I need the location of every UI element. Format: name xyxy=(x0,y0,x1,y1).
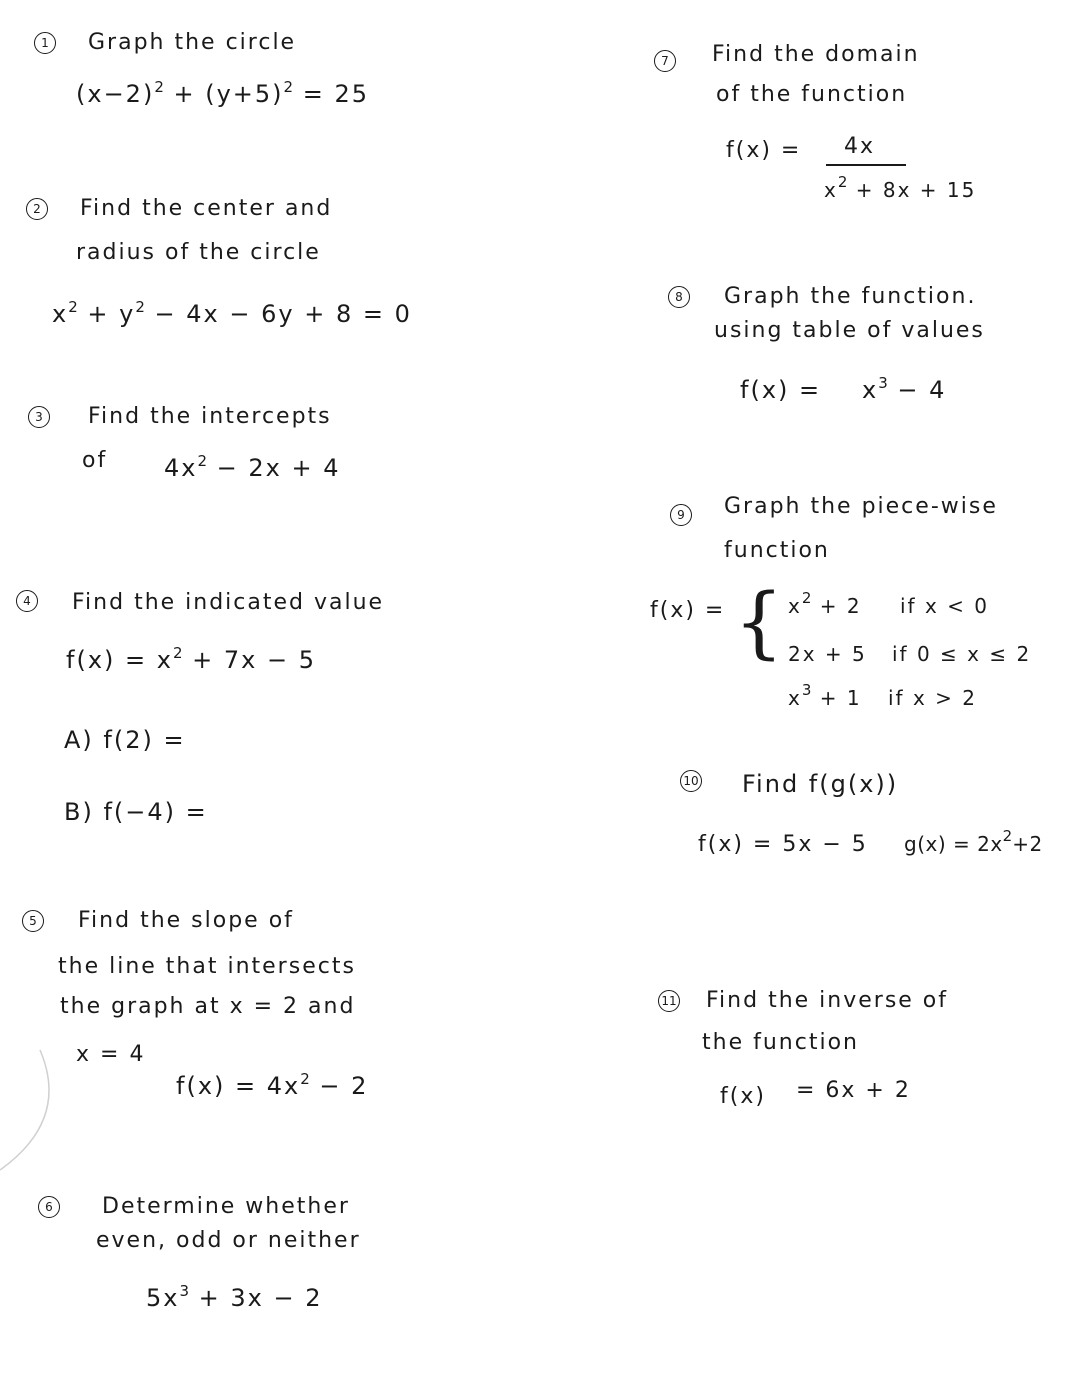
problem-number: 1 xyxy=(34,32,56,54)
piece-expr: $x^2 + 2$ xyxy=(788,589,862,618)
problem-text: function xyxy=(724,538,830,563)
problem-text: the function xyxy=(702,1030,859,1055)
equation-lhs: f(x) = xyxy=(650,598,726,623)
problem-text: Graph the piece-wise xyxy=(724,494,998,519)
problem-number: 7 xyxy=(654,50,676,72)
equation-lhs: f(x) = xyxy=(740,376,822,404)
equation-f: f(x) = 5x − 5 xyxy=(698,832,868,857)
brace: { xyxy=(734,578,784,668)
problem-number: 4 xyxy=(16,590,38,612)
piece-expr: $x^3 + 1$ xyxy=(788,681,862,710)
equation: $f(x) = x^2 + 7x - 5$ xyxy=(66,644,316,674)
equation: $f(x) = 4x^2 - 2$ xyxy=(176,1070,369,1100)
equation-g: $g(x) = 2x^2+2$ xyxy=(904,827,1043,856)
problem-text: radius of the circle xyxy=(76,240,321,265)
equation: $(x-2)^2 + (y+5)^2 = 25$ xyxy=(76,78,370,108)
problem-number: 9 xyxy=(670,504,692,526)
equation: $x^2 + y^2 - 4x - 6y + 8 = 0$ xyxy=(52,298,412,328)
problem-text: Graph the function. xyxy=(724,284,977,309)
problem-text: Find f(g(x)) xyxy=(742,770,899,798)
problem-text: Find the intercepts xyxy=(88,404,332,429)
problem-number: 5 xyxy=(22,910,44,932)
equation: $5x^3 + 3x - 2$ xyxy=(146,1282,323,1312)
fraction-bar xyxy=(826,164,906,166)
problem-text: of the function xyxy=(716,82,908,107)
problem-number: 2 xyxy=(26,198,48,220)
piece-cond: if 0 ≤ x ≤ 2 xyxy=(892,642,1032,666)
problem-text: Find the indicated value xyxy=(72,590,385,615)
problem-number: 3 xyxy=(28,406,50,428)
piece-cond: if x > 2 xyxy=(888,686,977,710)
problem-number: 6 xyxy=(38,1196,60,1218)
problem-number: 11 xyxy=(658,990,680,1012)
problem-text: of xyxy=(82,448,108,473)
piece-cond: if x < 0 xyxy=(900,594,989,618)
equation: $4x^2 - 2x + 4$ xyxy=(164,452,341,482)
problem-number: 8 xyxy=(668,286,690,308)
part-b: B) f(−4) = xyxy=(64,798,208,826)
problem-text: the graph at x = 2 and xyxy=(60,994,356,1019)
problem-text: Find the slope of xyxy=(78,908,294,933)
fraction-denominator: $x^2 + 8x + 15$ xyxy=(824,173,977,202)
fraction-numerator: 4x xyxy=(844,134,876,159)
problem-text: Find the inverse of xyxy=(706,988,949,1013)
piece-expr: 2x + 5 xyxy=(788,642,867,666)
part-a: A) f(2) = xyxy=(64,726,186,754)
problem-text: even, odd or neither xyxy=(96,1228,361,1253)
problem-text: Find the center and xyxy=(80,196,333,221)
problem-number: 10 xyxy=(680,770,702,792)
problem-text: Graph the circle xyxy=(88,30,297,55)
problem-text: x = 4 xyxy=(76,1042,146,1067)
problem-text: Find the domain xyxy=(712,42,920,67)
equation-rhs: = 6x + 2 xyxy=(796,1078,911,1103)
equation-lhs: f(x) xyxy=(720,1084,766,1109)
problem-text: the line that intersects xyxy=(58,954,356,979)
equation: $x^3 - 4$ xyxy=(862,374,947,404)
problem-text: Determine whether xyxy=(102,1194,350,1219)
equation-lhs: f(x) = xyxy=(726,138,802,163)
problem-text: using table of values xyxy=(714,318,985,343)
paper-fold-mark xyxy=(0,1040,70,1180)
